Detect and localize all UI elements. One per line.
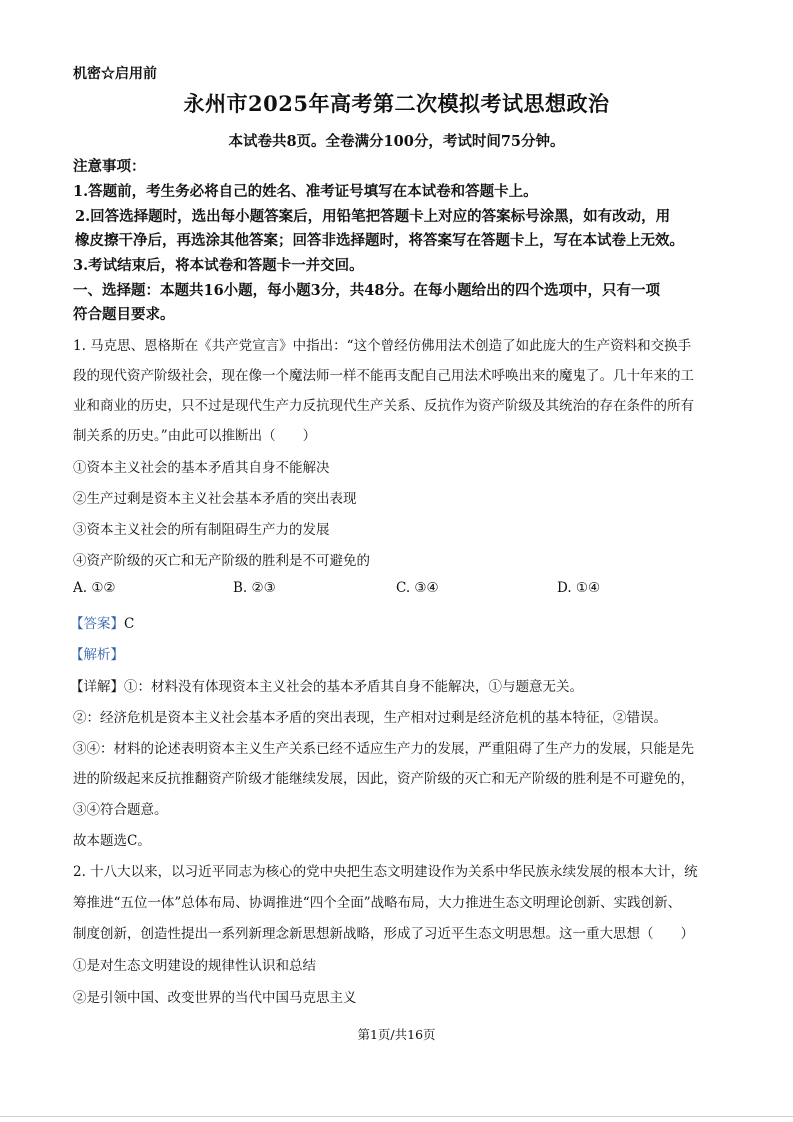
q2-stem-line-3: 制度创新，创造性提出一系列新理念新思想新战略，形成了习近平生态文明思想。这一重大思想（ ）	[73, 926, 694, 942]
confidential-label: 机密☆启用前	[73, 66, 157, 82]
q1-answer	[70, 612, 134, 632]
q1-detail-line-5: ③④符合题意。	[73, 802, 168, 818]
q1-statement-3: ③资本主义社会的所有制阻碍生产力的发展	[73, 522, 330, 538]
q1-detail-line-2: ②：经济危机是资本主义社会基本矛盾的突出表现，生产相对过剩是经济危机的基本特征，②错误。	[73, 710, 667, 726]
notice-heading: 注意事项：	[73, 158, 146, 175]
page-number: 第1页/共16页	[357, 1027, 436, 1042]
section-heading-line-2: 符合题目要求。	[73, 306, 175, 323]
analysis-tag: 【解析】	[70, 647, 124, 663]
exam-title: 永州市2025年高考第二次模拟考试思想政治	[183, 91, 610, 116]
q2-stem-line-1: 2. 十八大以来，以习近平同志为核心的党中央把生态文明建设作为关系中华民族永续发展的根本大计，统	[73, 864, 698, 880]
answer-tag: 【答案】	[70, 616, 124, 632]
q1-statement-1: ①资本主义社会的基本矛盾其自身不能解决	[73, 460, 330, 476]
q1-stem-line-3: 业和商业的历史，只不过是现代生产力反抗现代生产关系、反抗作为资产阶级及其统治的存在条件的所有	[73, 398, 694, 414]
q2-statement-2: ②是引领中国、改变世界的当代中国马克思主义	[73, 990, 357, 1006]
q1-detail-line-4: 进的阶级起来反抗推翻资产阶级才能继续发展，因此，资产阶级的灭亡和无产阶级的胜利是不可避免的，	[73, 771, 694, 787]
q1-stem-line-1: 1. 马克思、恩格斯在《共产党宣言》中指出：“这个曾经仿佛用法术创造了如此庞大的生产资料和交换手	[73, 338, 692, 354]
notice-item-1: 1.答题前，考生务必将自己的姓名、准考证号填写在本试卷和答题卡上。	[73, 183, 538, 200]
q1-option-b: B. ②③	[233, 580, 276, 596]
notice-item-3: 3.考试结束后，将本试卷和答题卡一并交回。	[73, 257, 364, 274]
notice-item-2-line-1: 2.回答选择题时，选出每小题答案后，用铅笔把答题卡上对应的答案标号涂黑，如有改动，用	[75, 208, 671, 225]
q1-stem-line-4: 制关系的历史。”由此可以推断出（ ）	[73, 428, 317, 444]
q1-option-a: A. ①②	[73, 580, 116, 596]
q2-stem-line-2: 筹推进“五位一体”总体布局、协调推进“四个全面”战略布局，大力推进生态文明理论创新、实践创新、	[73, 895, 682, 911]
q1-option-c: C. ③④	[396, 580, 439, 596]
q1-conclusion: 故本题选C。	[73, 833, 151, 849]
q1-detail-line-1	[70, 675, 583, 695]
q1-detail-line-3: ③④：材料的论述表明资本主义生产关系已经不适应生产力的发展，严重阻碍了生产力的发展，只能是先	[73, 741, 694, 757]
exam-subtitle: 本试卷共8页。全卷满分100分，考试时间75分钟。	[228, 133, 565, 150]
detail-text: ①：材料没有体现资本主义社会的基本矛盾其自身不能解决，①与题意无关。	[124, 679, 583, 695]
q1-statement-4: ④资产阶级的灭亡和无产阶级的胜利是不可避免的	[73, 553, 370, 569]
q2-statement-1: ①是对生态文明建设的规律性认识和总结	[73, 958, 316, 974]
answer-value: C	[124, 616, 135, 632]
q1-option-d: D. ①④	[557, 580, 601, 596]
notice-item-2-line-2: 橡皮擦干净后，再选涂其他答案；回答非选择题时，将答案写在答题卡上，写在本试卷上无效。	[75, 232, 684, 249]
q1-stem-line-2: 段的现代资产阶级社会，现在像一个魔法师一样不能再支配自己用法术呼唤出来的魔鬼了。几十年来的工	[73, 368, 694, 384]
page-bottom-divider	[0, 1116, 793, 1117]
q1-statement-2: ②生产过剩是资本主义社会基本矛盾的突出表现	[73, 491, 357, 507]
section-heading-line-1: 一、选择题：本题共16小题，每小题3分，共48分。在每小题给出的四个选项中，只有一项	[73, 282, 660, 299]
detail-tag: 【详解】	[70, 679, 124, 695]
